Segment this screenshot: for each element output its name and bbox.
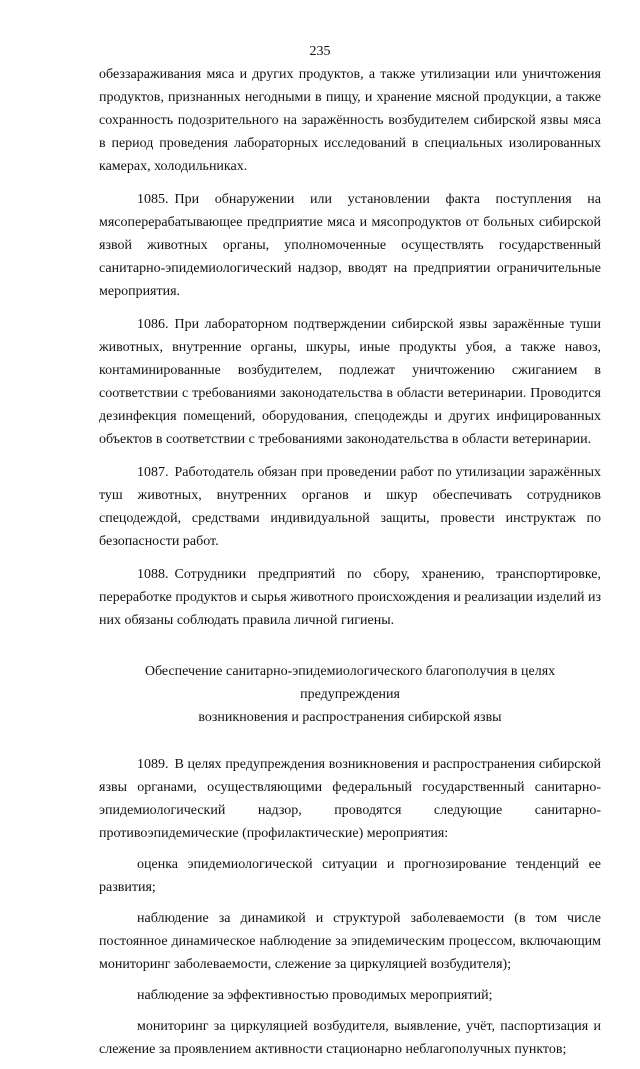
paragraph-continuation: обеззараживания мяса и других продуктов, а также утилизации или уничтожения продуктов, признанных негодными в пищу, и хранение мясной продукции, а также сохранность подозрительного на заражённость возбудителем сибирской язвы мяса в период проведения лабораторных исследований в специальных изолированных камерах, холодильниках. [99, 67, 601, 174]
paragraph-text: При лабораторном подтверждении сибирской язвы заражённые туши животных, внутренние органы, шкуры, иные продукты убоя, а также навоз, контаминированные возбудителем, подлежат уничтожению сжиганием в соответствии с требованиями законодательства в области ветеринарии. Проводится дезинфекция помещений, оборудования, спецодежды и других инфицированных объектов в соответствии с требованиями законодательства в области ветеринарии. [99, 317, 601, 447]
paragraph-number: 1086. [137, 317, 169, 332]
list-item: наблюдение за эффективностью проводимых мероприятий; [137, 988, 493, 1003]
paragraph-1089 [99, 753, 601, 845]
section-heading-line: возникновения и распространения сибирской язвы [198, 710, 502, 725]
paragraph-number: 1089. [137, 757, 169, 772]
paragraph-1086 [99, 313, 601, 451]
paragraph-text: Работодатель обязан при проведении работ по утилизации заражённых туш животных, внутренних органов и шкур обеспечивать сотрудников спецодеждой, средствами индивидуальной защиты, провести инструктаж по безопасности работ. [99, 465, 601, 549]
paragraph-number: 1085. [137, 192, 169, 207]
list-item: оценка эпидемиологической ситуации и прогнозирование тенденций ее развития; [99, 857, 601, 895]
section-heading [99, 660, 601, 729]
paragraph-number: 1087. [137, 465, 169, 480]
paragraph-1087 [99, 461, 601, 553]
paragraph-text: Сотрудники предприятий по сбору, хранению, транспортировке, переработке продуктов и сырья животного происхождения и реализации изделий из них обязаны соблюдать правила личной гигиены. [99, 567, 601, 628]
page-number: 235 [309, 44, 331, 59]
list-item: мониторинг за циркуляцией возбудителя, выявление, учёт, паспортизация и слежение за проявлением активности стационарно неблагополучных пунктов; [99, 1019, 601, 1057]
document-body [99, 63, 601, 1069]
list-item: наблюдение за динамикой и структурой заболеваемости (в том числе постоянное динамическое наблюдение за эпидемическим процессом, включающим мониторинг заболеваемости, слежение за циркуляцией возбудителя); [99, 911, 601, 972]
paragraph-text: В целях предупреждения возникновения и распространения сибирской язвы органами, осуществляющими федеральный государственный санитарно-эпидемиологический надзор, проводятся следующие санитарно-противоэпидемические (профилактические) мероприятия: [99, 757, 601, 841]
paragraph-number: 1088. [137, 567, 169, 582]
paragraph-text: При обнаружении или установлении факта поступления на мясоперерабатывающее предприятие мяса и мясопродуктов от больных сибирской язвой животных органы, уполномоченные осуществлять государственный санитарно-эпидемиологический надзор, вводят на предприятии ограничительные мероприятия. [99, 192, 601, 299]
paragraph-1085 [99, 188, 601, 303]
section-heading-line: Обеспечение санитарно-эпидемиологического благополучия в целях предупреждения [144, 664, 556, 702]
paragraph-1088 [99, 563, 601, 632]
